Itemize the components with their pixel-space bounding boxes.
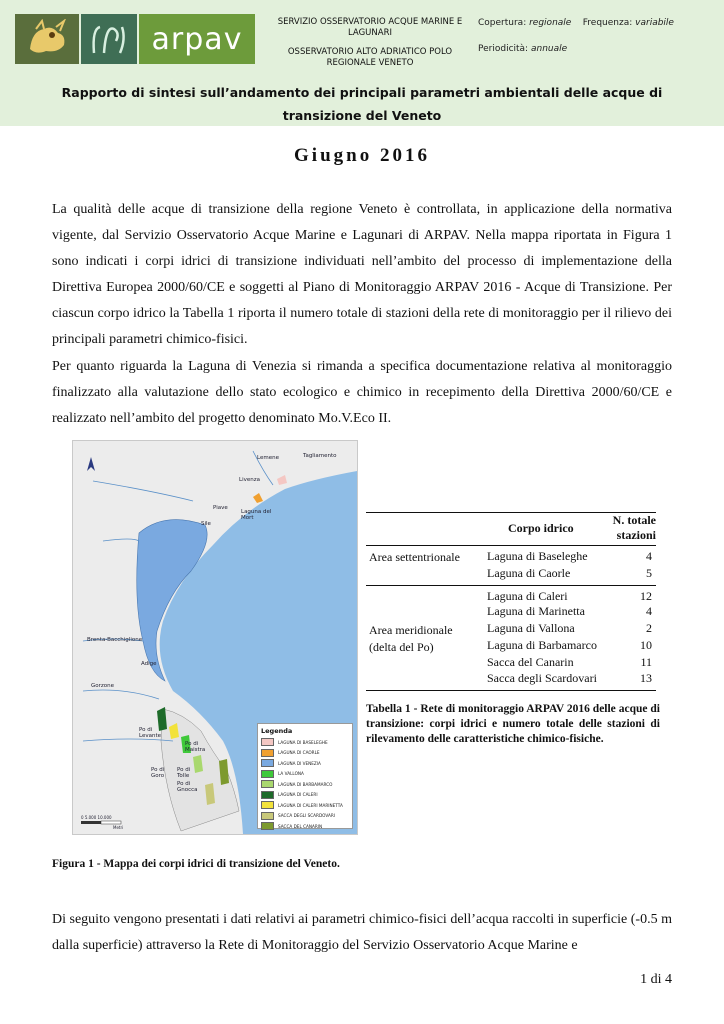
frequenza-label: Frequenza:: [582, 18, 633, 28]
lagoon-emblem-icon: [81, 14, 137, 64]
legend-label: LA VALLONA: [278, 771, 304, 777]
month-title: Giugno 2016: [294, 145, 430, 166]
paragraph-venezia: Per quanto riguarda la Laguna di Venezia si rimanda a specifica documentazione relativa al monitoraggio finalizzato alla valutazione dello stato ecologico e chimico in recepimento della Direttiva 2000/60/CE e realizzato nell’ambito del progetto denominato Mo.V.Eco II.: [52, 359, 672, 426]
map-label: Lemene: [257, 455, 279, 461]
map-label: Laguna del Mort: [241, 509, 272, 521]
table-n: 13: [640, 671, 652, 685]
table-area: Area meridionale (delta del Po): [369, 623, 453, 654]
table-n: 4: [646, 549, 652, 563]
table-n: 5: [646, 566, 652, 580]
legend-swatch: [261, 780, 274, 788]
meta-row-1: [478, 17, 674, 29]
legend-swatch: [261, 812, 274, 820]
map-label: Livenza: [239, 477, 260, 483]
org-line-1: SERVIZIO OSSERVATORIO ACQUE MARINE E LAGUNARI: [277, 17, 463, 38]
copertura-label: Copertura:: [478, 18, 527, 28]
table-header-corpo: Corpo idrico: [508, 521, 574, 535]
frequenza-value: variabile: [635, 18, 674, 28]
legend-item: [258, 790, 352, 801]
table-corpo: Laguna di Barbamarco: [487, 638, 597, 652]
legend-label: LAGUNA DI BARBAMARCO: [278, 781, 333, 787]
table-corpo: Sacca degli Scardovari: [487, 671, 597, 685]
table-corpo: Sacca del Canarin: [487, 655, 574, 669]
legend-label: LAGUNA DI CAORLE: [278, 750, 320, 756]
logo-text: arpav: [139, 14, 255, 64]
map-label: Piave: [213, 505, 228, 511]
legend-item: [258, 811, 352, 822]
table-caption: Tabella 1 - Rete di monitoraggio ARPAV 2016 delle acque di transizione: corpi idrici e numero totale delle stazioni di rilevamento delle caratteristiche chimico-fisiche.: [366, 703, 660, 745]
table-rule-bottom: [366, 690, 656, 691]
legend-item: [258, 821, 352, 832]
map-label: Po di Goro: [151, 767, 165, 779]
map-label: Po di Levante: [139, 727, 162, 739]
org-line-2: OSSERVATORIO ALTO ADRIATICO POLO REGIONALE VENETO: [287, 47, 453, 68]
legend-swatch: [261, 770, 274, 778]
periodicita-value: annuale: [530, 44, 568, 54]
legend-item: [258, 758, 352, 769]
legend-item: [258, 779, 352, 790]
map-label: Po di Tolle: [177, 767, 191, 779]
table-corpo: Laguna di Baseleghe: [487, 549, 588, 563]
table-area: Area settentrionale: [369, 550, 460, 564]
map-label: Brenta-Bacchiglione: [87, 637, 143, 643]
legend-swatch: [261, 822, 274, 830]
table-corpo: Laguna di Caorle: [487, 566, 571, 580]
legend-title: Legenda: [261, 727, 293, 735]
paragraph-intro: La qualità delle acque di transizione della regione Veneto è controllata, in applicazione della normativa vigente, dal Servizio Osservatorio Acque Marine e Lagunari di ARPAV. Nella mappa riportata in Figura 1 sono indicati i corpi idrici di transizione individuati nell’ambito del processo di implementazione della Direttiva Europea 2000/60/CE e soggetti al Piano di Monitoraggio ARPAV 2016 - Acque di Transizione. Per ciascun corpo idrico la Tabella 1 riporta il numero totale di stazioni della rete di monitoraggio per il rilievo dei principali parametri chimico-fisici.: [52, 202, 672, 347]
table-n: 4: [646, 604, 652, 618]
table-n: 11: [640, 655, 652, 669]
table-n: 12: [640, 589, 652, 603]
figure-caption: Figura 1 - Mappa dei corpi idrici di transizione del Veneto.: [52, 858, 340, 870]
map-legend: [257, 723, 353, 829]
map-label: Po di Maistra: [185, 741, 206, 753]
legend-item: [258, 769, 352, 780]
table-header-n: N. totale stazioni: [612, 513, 656, 542]
map-scale-label: 0 5.000 10.000: [81, 815, 112, 820]
table-corpo: Laguna di Marinetta: [487, 604, 585, 618]
legend-item: [258, 748, 352, 759]
legend-label: SACCA DEL CANARIN: [278, 823, 323, 829]
legend-swatch: [261, 738, 274, 746]
map-label: Tagliamento: [303, 453, 337, 459]
table-n: 10: [640, 638, 652, 652]
meta-row-2: [478, 43, 674, 55]
page-number: 1 di 4: [640, 972, 672, 987]
map-scale-unit: Metri: [113, 825, 124, 830]
legend-label: LAGUNA DI BASELEGHE: [278, 739, 328, 745]
paragraph-dati: Di seguito vengono presentati i dati relativi ai parametri chimico-fisici dell’acqua raccolti in superficie (-0.5 m dalla superficie) attraverso la Rete di Monitoraggio del Servizio Osservatorio Acque Marine e: [52, 912, 672, 953]
legend-label: LAGUNA DI VENEZIA: [278, 760, 321, 766]
transition-waters-map: [72, 440, 358, 835]
copertura-value: regionale: [529, 18, 572, 28]
organization-block: [270, 17, 470, 69]
legend-label: SACCA DEGLI SCARDOVARI: [278, 813, 335, 819]
legend-item: [258, 800, 352, 811]
legend-swatch: [261, 791, 274, 799]
table-rule-header: [366, 545, 656, 546]
table-rule-middle: [366, 585, 656, 586]
map-label: Gorzone: [91, 683, 115, 689]
legend-item: [258, 737, 352, 748]
report-header: [0, 0, 724, 126]
report-meta: [478, 17, 674, 55]
table-corpo: Laguna di Caleri: [487, 589, 568, 603]
legend-label: LAGUNA DI CALERI: [278, 792, 318, 798]
map-label: Adige: [141, 661, 157, 667]
periodicita-label: Periodicità:: [478, 44, 529, 54]
table-n: 2: [646, 621, 652, 635]
legend-swatch: [261, 759, 274, 767]
legend-swatch: [261, 801, 274, 809]
map-label: Sile: [201, 521, 211, 527]
map-label: Po di Gnocca: [177, 781, 198, 793]
legend-swatch: [261, 749, 274, 757]
table-corpo: Laguna di Vallona: [487, 621, 575, 635]
report-title: Rapporto di sintesi sull’andamento dei principali parametri ambientali delle acque di transizione del Veneto: [61, 85, 663, 123]
lion-emblem-icon: [15, 14, 79, 64]
arpav-logo: [15, 14, 255, 64]
legend-label: LAGUNA DI CALERI MARINETTA: [278, 802, 343, 808]
